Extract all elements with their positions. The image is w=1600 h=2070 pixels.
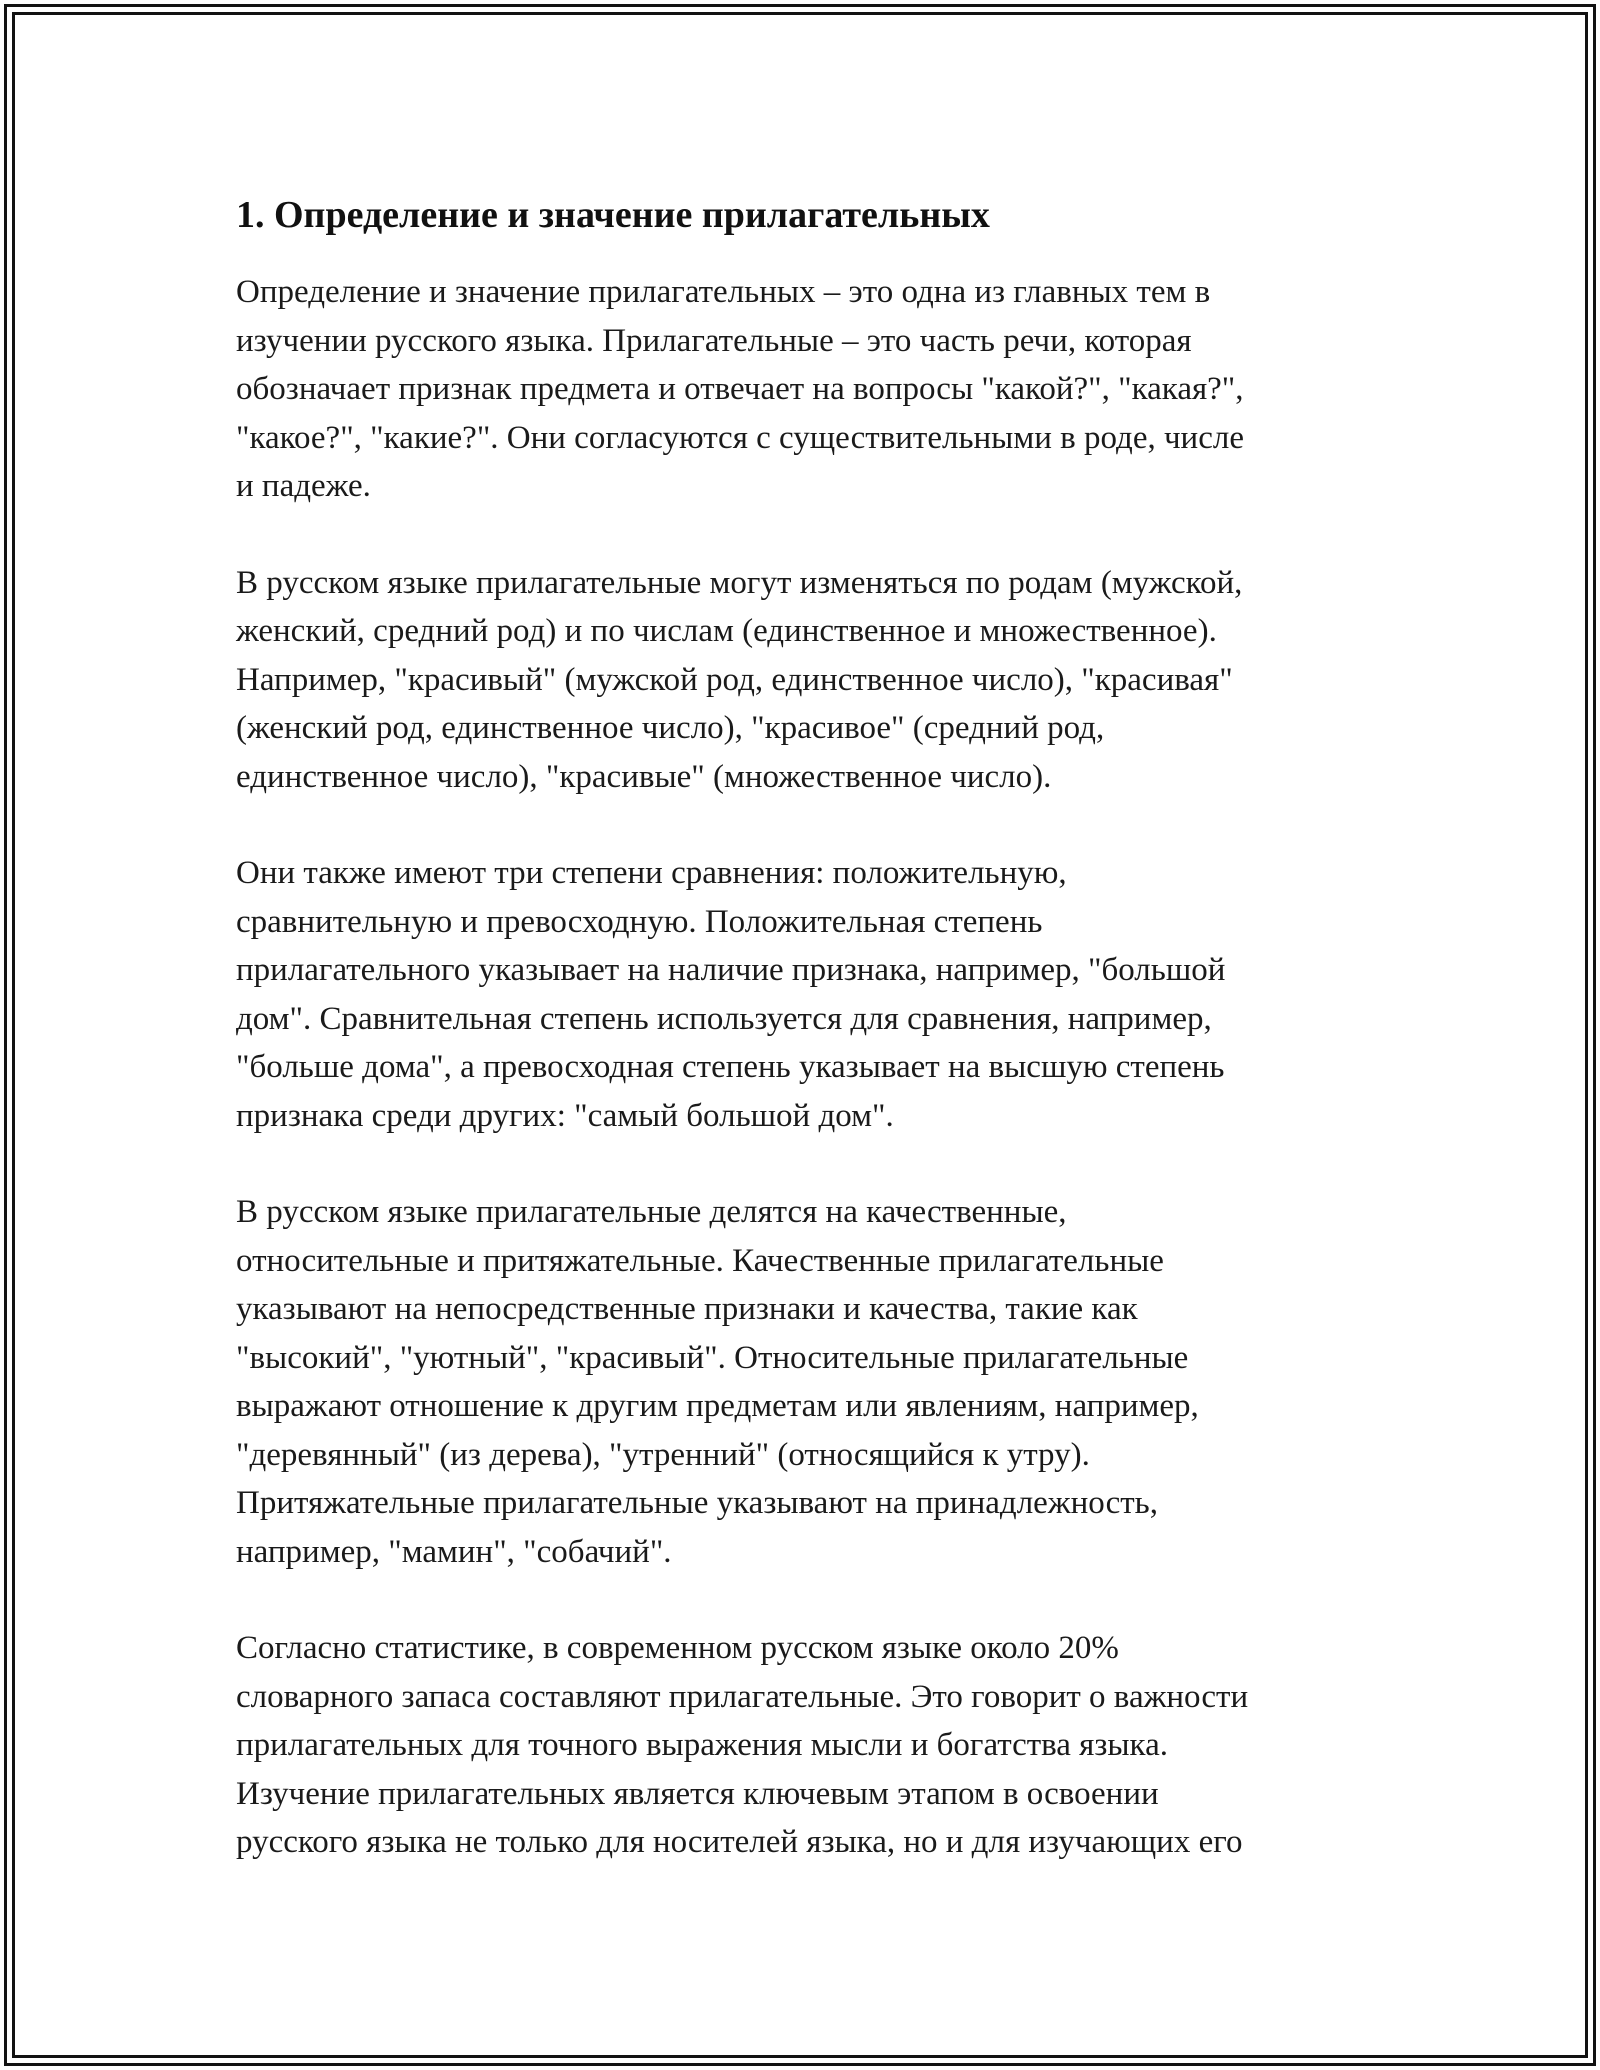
paragraph-line: выражают отношение к другим предметам или явлениям, например,	[236, 1388, 1199, 1424]
paragraph-line: "высокий", "уютный", "красивый". Относительные прилагательные	[236, 1339, 1189, 1376]
section-heading: 1. Определение и значение прилагательных	[236, 194, 990, 236]
paragraph-line: прилагательных для точного выражения мысли и богатства языка.	[236, 1727, 1168, 1763]
paragraph-line: Определение и значение прилагательных – это одна из главных тем в	[236, 274, 1211, 310]
paragraph-line: Изучение прилагательных является ключевым этапом в освоении	[236, 1775, 1159, 1812]
paragraph-line: признака среди других: "самый большой дом".	[236, 1097, 894, 1134]
paragraph-gender-number	[236, 559, 1376, 802]
paragraph-line: дом". Сравнительная степень используется для сравнения, например,	[236, 1000, 1212, 1037]
paragraph-categories	[236, 1188, 1376, 1576]
paragraph-line: словарного запаса составляют прилагательные. Это говорит о важности	[236, 1678, 1249, 1715]
paragraph-line: указывают на непосредственные признаки и качества, такие как	[236, 1291, 1138, 1327]
paragraph-line: В русском языке прилагательные делятся на качественные,	[236, 1194, 1067, 1230]
paragraph-line: например, "мамин", "собачий".	[236, 1533, 672, 1570]
paragraph-line: "деревянный" (из дерева), "утренний" (относящийся к утру).	[236, 1436, 1090, 1473]
paragraph-line: сравнительную и превосходную. Положительная степень	[236, 903, 1043, 940]
paragraph-line: прилагательного указывает на наличие признака, например, "большой	[236, 952, 1226, 988]
paragraph-line: Согласно статистике, в современном русском языке около 20%	[236, 1630, 1119, 1666]
paragraph-line: и падеже.	[236, 468, 371, 504]
paragraph-line: В русском языке прилагательные могут изменяться по родам (мужской,	[236, 564, 1243, 601]
paragraph-line: "больше дома", а превосходная степень указывает на высшую степень	[236, 1049, 1225, 1085]
paragraph-line: Например, "красивый" (мужской род, единственное число), "красивая"	[236, 661, 1233, 698]
paragraph-line: обозначает признак предмета и отвечает на вопросы "какой?", "какая?",	[236, 371, 1244, 407]
paragraph-comparison-degrees	[236, 849, 1376, 1140]
paragraph-line: Притяжательные прилагательные указывают на принадлежность,	[236, 1485, 1158, 1521]
paragraph-line: женский, средний род) и по числам (единственное и множественное).	[236, 613, 1217, 649]
paragraph-line: относительные и притяжательные. Качественные прилагательные	[236, 1242, 1164, 1279]
paragraph-line: "какое?", "какие?". Они согласуются с существительными в роде, числе	[236, 419, 1244, 456]
paragraph-statistics	[236, 1624, 1376, 1867]
paragraph-line: единственное число), "красивые" (множественное число).	[236, 758, 1052, 795]
paragraph-line: изучении русского языка. Прилагательные – это часть речи, которая	[236, 322, 1192, 359]
paragraph-line: Они также имеют три степени сравнения: положительную,	[236, 855, 1067, 891]
paragraph-line: (женский род, единственное число), "красивое" (средний род,	[236, 710, 1105, 746]
paragraph-line: русского языка не только для носителей языка, но и для изучающих его	[236, 1824, 1243, 1860]
document-body	[236, 184, 1376, 1915]
paragraph-definition	[236, 268, 1376, 511]
